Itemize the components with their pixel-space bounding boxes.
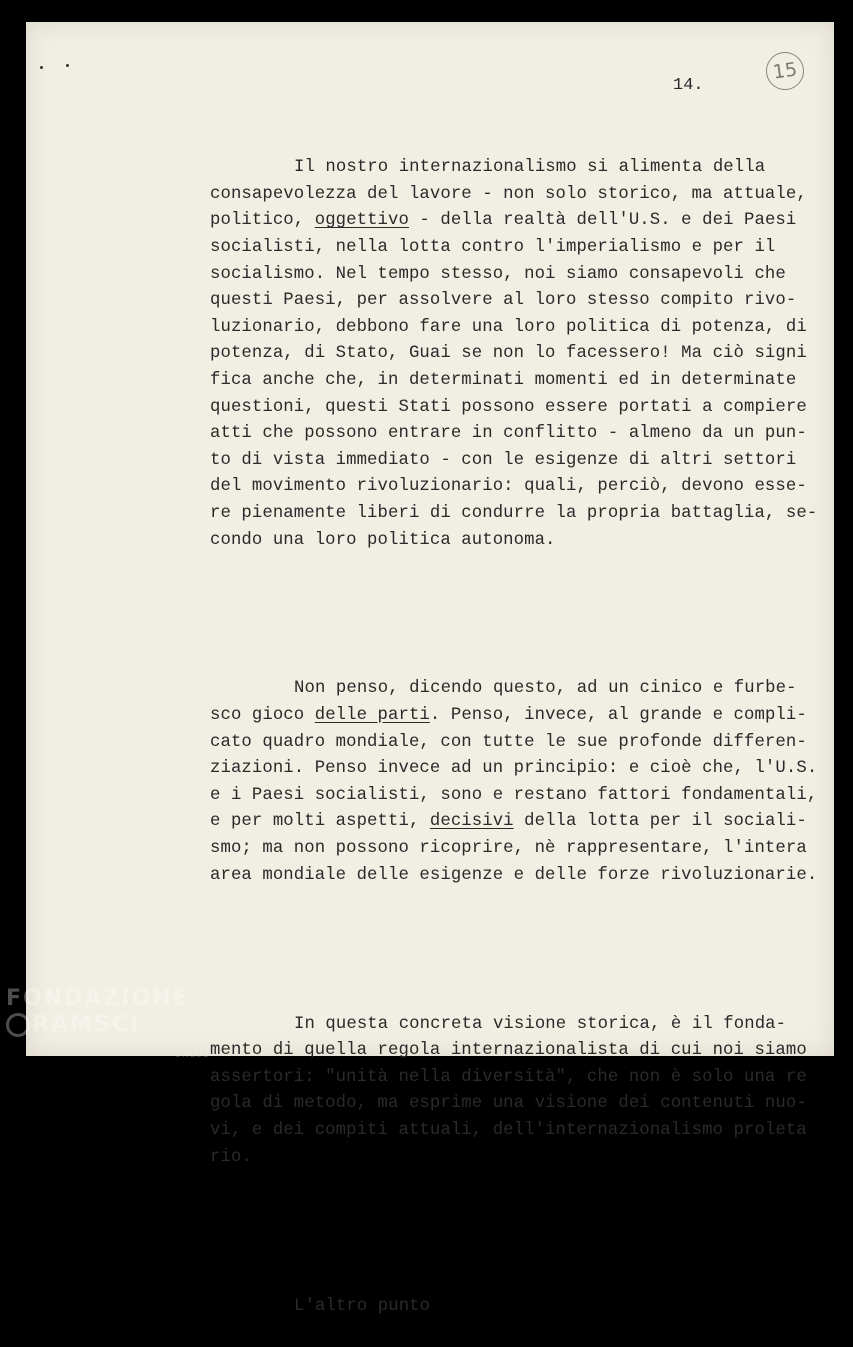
- text-line: gola di metodo, ma esprime una visione dei contenuti nuo-: [210, 1094, 807, 1114]
- text-line: luzionario, debbono fare una loro politica di potenza, di: [210, 317, 807, 337]
- text-line: rio.: [210, 1147, 252, 1167]
- text-line: consapevolezza del lavore - non solo storico, ma attuale,: [210, 184, 807, 204]
- text-line: atti che possono entrare in conflitto - almeno da un pun-: [210, 424, 807, 444]
- text-line: to di vista immediato - con le esigenze di altri settori: [210, 450, 797, 470]
- text-segment: e per molti aspetti,: [210, 812, 430, 832]
- g-logo-icon: [6, 1013, 30, 1037]
- ink-speck: [40, 66, 43, 69]
- text-line: fica anche che, in determinati momenti ed in determinate: [210, 370, 797, 390]
- text-segment: - della realtà dell'U.S. e dei Paesi: [408, 211, 797, 231]
- fondazione-gramsci-watermark: [6, 986, 190, 1038]
- text-line: del movimento rivoluzionario: quali, perciò, devono esse-: [210, 477, 807, 497]
- text-line: [210, 703, 807, 730]
- text-line: socialisti, nella lotta contro l'imperialismo e per il: [210, 237, 776, 257]
- watermark-line-3: ONLUS: [174, 1050, 210, 1060]
- page-number: 14.: [673, 76, 704, 95]
- text-line: condo una loro politica autonoma.: [210, 530, 556, 550]
- paragraph-1: [210, 155, 818, 554]
- watermark-line-1: FONDAZIONE: [6, 986, 190, 1011]
- text-line: questioni, questi Stati possono essere portati a compiere: [210, 397, 807, 417]
- text-line: questi Paesi, per assolvere al loro stesso compito rivo-: [210, 291, 797, 311]
- text-segment: della lotta per il sociali-: [513, 812, 807, 832]
- text-line: vi, e dei compiti attuali, dell'internazionalismo proleta: [210, 1120, 807, 1140]
- archive-page-number: 15: [764, 50, 807, 93]
- text-line: In questa concreta visione storica, è il fonda-: [294, 1014, 787, 1034]
- watermark-line-2: RAMSCI: [32, 1012, 141, 1037]
- text-line: smo; ma non possono ricoprire, nè rappresentare, l'intera: [210, 839, 807, 859]
- paragraph-3: [210, 1012, 807, 1172]
- text-line: Il nostro internazionalismo si alimenta della: [294, 158, 766, 178]
- text-segment: . Penso, invece, al grande e compli-: [429, 706, 807, 726]
- typed-text: [210, 102, 818, 1347]
- ink-speck: [66, 64, 69, 67]
- text-line: re pienamente liberi di condurre la propria battaglia, se-: [210, 503, 818, 523]
- text-line: [210, 208, 797, 235]
- underlined-text: delle parti: [314, 706, 430, 726]
- text-segment: politico,: [210, 211, 315, 231]
- text-line: [210, 809, 807, 836]
- text-line: ziazioni. Penso invece ad un principio: e cioè che, l'U.S.: [210, 759, 818, 779]
- underlined-text: decisivi: [429, 812, 514, 832]
- text-line: potenza, di Stato, Guai se non lo facessero! Ma ciò signi: [210, 344, 807, 364]
- paragraph-2: [210, 676, 818, 889]
- text-line: e i Paesi socialisti, sono e restano fattori fondamentali,: [210, 785, 818, 805]
- text-line: cato quadro mondiale, con tutte le sue profonde differen-: [210, 732, 807, 752]
- text-line: assertori: "unità nella diversità", che non è solo una re: [210, 1067, 807, 1087]
- text-line: mento di quella regola internazionalista di cui noi siamo: [210, 1041, 807, 1061]
- text-line: area mondiale delle esigenze e delle forze rivoluzionarie.: [210, 865, 818, 885]
- text-line: socialismo. Nel tempo stesso, noi siamo consapevoli che: [210, 264, 786, 284]
- text-segment: sco gioco: [210, 706, 315, 726]
- closing-line: L'altro punto: [294, 1296, 431, 1316]
- underlined-text: oggettivo: [314, 211, 409, 231]
- text-line: Non penso, dicendo questo, ad un cinico e furbe-: [294, 679, 797, 699]
